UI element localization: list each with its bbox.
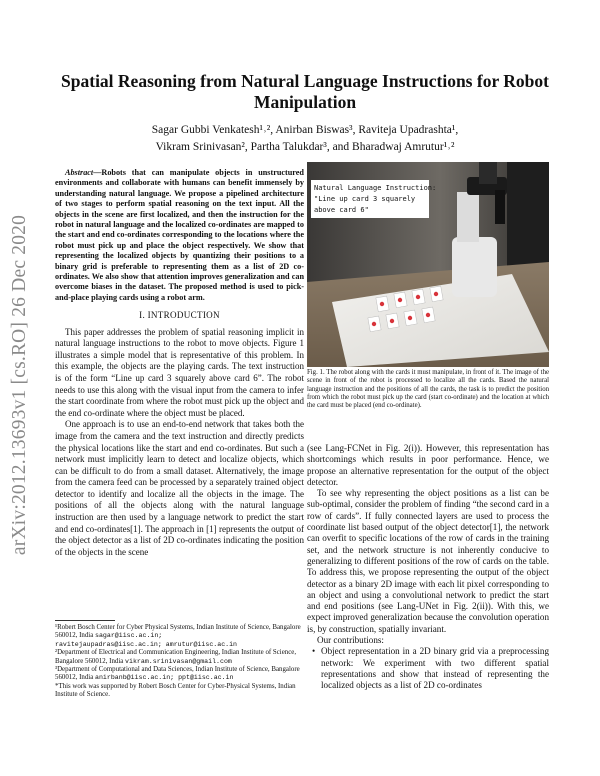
card-pip <box>372 322 376 326</box>
figure-caption <box>307 369 549 410</box>
robot-link-1 <box>457 192 479 242</box>
footnote-1 <box>55 624 304 649</box>
footnote-3-text: ³Department of Computational and Data Sciences, Indian Institute of Science, Bangalore 560012, India <box>55 666 300 682</box>
footnote-rule <box>55 620 115 621</box>
abstract <box>55 168 304 303</box>
intro-paragraph-2: One approach is to use an end-to-end network that takes both the image from the camera and the text instruction and directly predicts the physical locations like the start and end co-ordinates. But such a network must implicitly learn to detect and localize objects, which can be difficult to do from a small dataset. Alternatively, the image from the camera feed can be processed by a separately trained object detector to identify and localize all the objects in the image. The positions of all the objects along with the natural language instruction are then used by a language network to predict the start and end co-ordinates[1]. The approach in [1] represents the output of the object detector as a list of 2D co-ordinates indicating the position of the objects in the scene <box>55 419 304 557</box>
card-pip <box>416 295 420 299</box>
footnote-1-text: ¹Robert Bosch Center for Cyber Physical Systems, Indian Institute of Science, Bangalore 560012, India <box>55 624 301 640</box>
intro-paragraph-1: This paper addresses the problem of spatial reasoning implicit in natural language instructions to the robot to move objects. Figure 1 illustrates a simple model that is representative of this problem. In this example, the objects are the playing cards. The text instruction is of the form “Line up card 3 squarely above card 6”. The robot needs to use this along with the visual input from the camera to infer the start coordinate from where the robot must pick up the object and the end co-ordinate where the object must be placed. <box>55 326 304 418</box>
card-pip <box>390 319 394 323</box>
footnote-2-text: ²Department of Electrical and Communication Engineering, Indian Institute of Science, Bangalore 560012, India <box>55 649 297 665</box>
robot-link-2 <box>479 162 497 184</box>
section-heading: I. INTRODUCTION <box>139 310 220 321</box>
author-line-1: Sagar Gubbi Venkatesh¹˒², Anirban Biswas³, Raviteja Upadrashta¹, <box>151 124 459 136</box>
footnote-3-email: anirbanb@iisc.ac.in; ppt@iisc.ac.in <box>95 674 234 682</box>
right-paragraph-2: To see why representing the object positions as a list can be sub-optimal, consider the problem of finding “the second card in a row of cards”. If fully connected layers are used to process the coordinate list based output of the object detector[1], the network can overfit to specific locations of the row of cards in the training set, and the network structure is not inherently conducive to generalizing to different positions of the row of cards on the table. To address this, we propose representing the output of the object detector as a binary 2D image with each lit pixel corresponding to an object and using a convolutional network to predict the start and end positions (see Lang-UNet in Fig. 2(ii)). With this, we expect improved generalization because the convolution operation is, by construction, spatially invariant. <box>307 488 549 634</box>
footnote-1-email: sagar@iisc.ac.in; <box>95 632 163 640</box>
left-column <box>55 168 304 558</box>
overlay-line-2: "Line up card 3 squarely <box>314 195 416 203</box>
robot-figure <box>307 162 549 367</box>
robot-gripper <box>495 190 505 224</box>
right-paragraph-1: (see Lang-FCNet in Fig. 2(i)). However, this representation has shortcomings which results in poor performance. Hence, we propose an alternative representation for the output of the object detector. <box>307 443 549 487</box>
card-pip <box>380 302 384 306</box>
author-list <box>60 122 550 156</box>
robot-base <box>452 237 497 297</box>
abstract-text: —Robots that can manipulate objects in unstructured environments and collaborate with humans can benefit immensely by understanding natural language. We propose a pipelined architecture of two stages to perform spatial reasoning on the text input. All the objects in the scene are first localized, and then the instruction for the robot in natural language and the localized co-ordinates are mapped to the start and end co-ordinates corresponding to the locations where the robot must pick up and place the object respectively. We show that representing the localized objects by quantizing their positions to a binary grid is preferable to representing them as a list of 2D co-ordinates. We also show that attention improves generalization and can overcome biases in the dataset. The proposed method is used to pick-and-place playing cards using a robot arm. <box>55 168 304 302</box>
paper-title: Spatial Reasoning from Natural Language Instructions for Robot Manipulation <box>61 71 549 112</box>
contributions-heading: Our contributions: <box>317 635 384 646</box>
footnote-1-emails: ravitejaupadras@iisc.ac.in; amrutur@iisc.ac.in <box>55 640 238 648</box>
footnote-2 <box>55 649 304 666</box>
overlay-line-3: above card 6" <box>314 206 369 214</box>
robot-scene-photo <box>307 162 549 367</box>
card-pip <box>426 313 430 317</box>
card-pip <box>398 298 402 302</box>
arxiv-id: arXiv:2012.13693v1 [cs.RO] 26 Dec 2020 <box>9 214 30 556</box>
card-pip <box>434 292 438 296</box>
footnote-3 <box>55 666 304 683</box>
arxiv-stamp <box>6 175 34 595</box>
caption-text: Fig. 1. The robot along with the cards it must manipulate, in front of it. The image of the scene in front of the robot is processed to localize all the cards. Based the natural language instruction and the positions of all the cards, the task is to predict the position from which the robot must pick up the card (start co-ordinate) and the location at which the card must be placed (end co-ordinate). <box>307 369 549 410</box>
abstract-label: Abstract <box>65 168 94 177</box>
contribution-bullet-1-text: Object representation in a 2D binary grid via a preprocessing network: We experiment with two different spatial representations and show that instead of representing the localized objects as a list of 2D co-ordinates <box>321 646 549 691</box>
overlay-line-1: Natural Language Instruction: <box>314 184 437 192</box>
right-column <box>307 443 549 692</box>
footnotes <box>55 620 304 700</box>
author-line-2: Vikram Srinivasan², Partha Talukdar³, and Bharadwaj Amrutur¹˒² <box>155 141 455 153</box>
footnote-2-email: vikram.srinivasan@gmail.com <box>125 657 232 665</box>
card-pip <box>408 316 412 320</box>
bullet-icon: • <box>312 646 316 657</box>
footnote-4: *This work was supported by Robert Bosch Center for Cyber-Physical Systems, Indian Institute of Science. <box>55 682 296 699</box>
contribution-bullet-1 <box>307 646 549 691</box>
